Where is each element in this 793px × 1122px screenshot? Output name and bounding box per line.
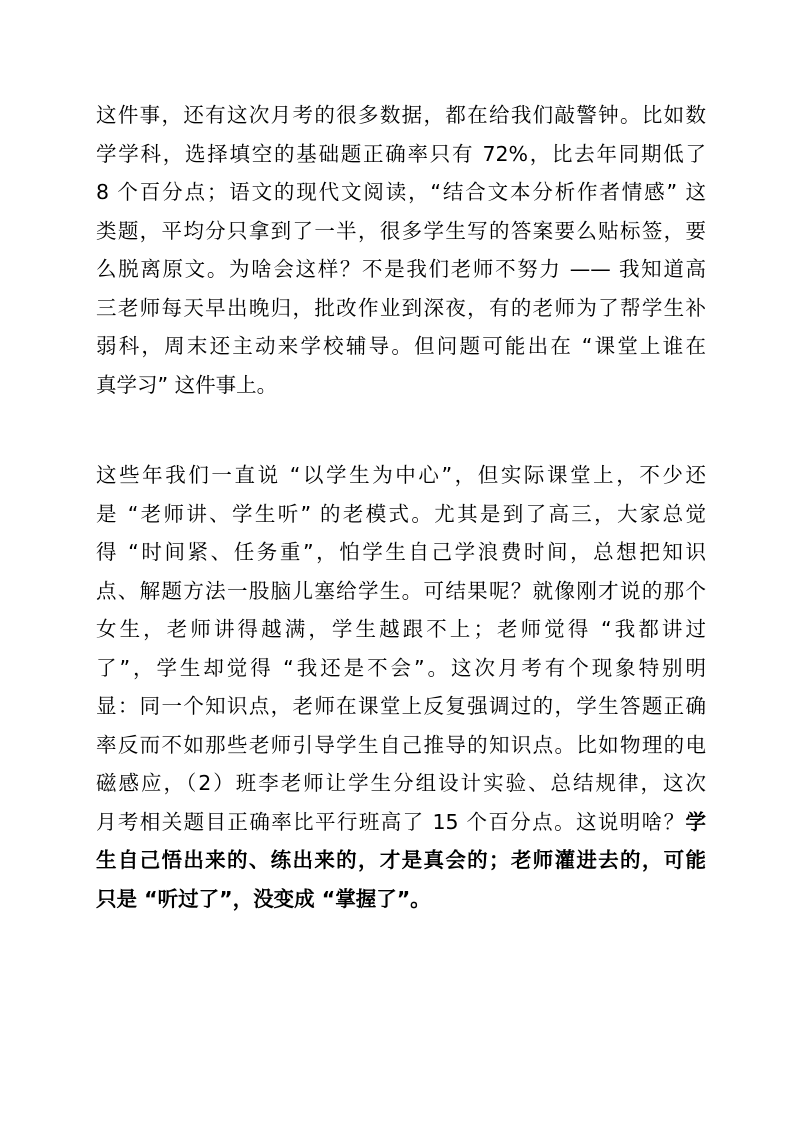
bold-emphasis-text: 学 — [685, 809, 706, 834]
bold-emphasis-line: 生自己悟出来的、练出来的，才是真会的；老师灌进去的，可能 — [96, 848, 706, 872]
paragraph-line: 显：同一个知识点，老师在课堂上反复强调过的，学生答题正确 — [96, 694, 706, 718]
paragraph-line: 三老师每天早出晚归，批改作业到深夜，有的老师为了帮学生补 — [96, 295, 706, 320]
paragraph-line: 了”，学生却觉得 “我还是不会”。这次月考有个现象特别明 — [96, 655, 706, 680]
paragraph-line: 学学科，选择填空的基础题正确率只有 72%，比去年同期低了 — [96, 141, 706, 166]
paragraph-line: 磁感应，（2）班李老师让学生分组设计实验、总结规律，这次 — [96, 771, 706, 795]
paragraph-line: 真学习” 这件事上。 — [96, 372, 278, 397]
plain-text: 月考相关题目正确率比平行班高了 15 个百分点。这说明啥？ — [96, 809, 686, 834]
paragraph-line: 率反而不如那些老师引导学生自己推导的知识点。比如物理的电 — [96, 732, 706, 757]
paragraph-line-mixed — [96, 803, 706, 842]
paragraph-2 — [96, 456, 706, 918]
paragraph-line: 是 “老师讲、学生听” 的老模式。尤其是到了高三，大家总觉 — [96, 501, 706, 526]
paragraph-line: 8 个百分点；语文的现代文阅读，“结合文本分析作者情感” 这 — [96, 180, 706, 204]
paragraph-line: 这些年我们一直说 “以学生为中心”，但实际课堂上，不少还 — [96, 463, 706, 487]
paragraph-line: 点、解题方法一股脑儿塞给学生。可结果呢？就像刚才说的那个 — [96, 578, 706, 603]
bold-emphasis-line: 只是 “听过了”，没变成 “掌握了”。 — [96, 886, 431, 911]
paragraph-line: 这件事，还有这次月考的很多数据，都在给我们敲警钟。比如数 — [96, 103, 706, 127]
paragraph-line: 么脱离原文。为啥会这样？不是我们老师不努力 —— 我知道高 — [96, 257, 706, 281]
paragraph-line: 类题，平均分只拿到了一半，很多学生写的答案要么贴标签，要 — [96, 218, 706, 243]
paragraph-line: 女生，老师讲得越满，学生越跟不上；老师觉得 “我都讲过 — [96, 617, 706, 641]
paragraph-line: 弱科，周末还主动来学校辅导。但问题可能出在 “课堂上谁在 — [96, 334, 706, 358]
paragraph-1 — [96, 96, 706, 404]
paragraph-line: 得 “时间紧、任务重”，怕学生自己学浪费时间，总想把知识 — [96, 540, 706, 564]
